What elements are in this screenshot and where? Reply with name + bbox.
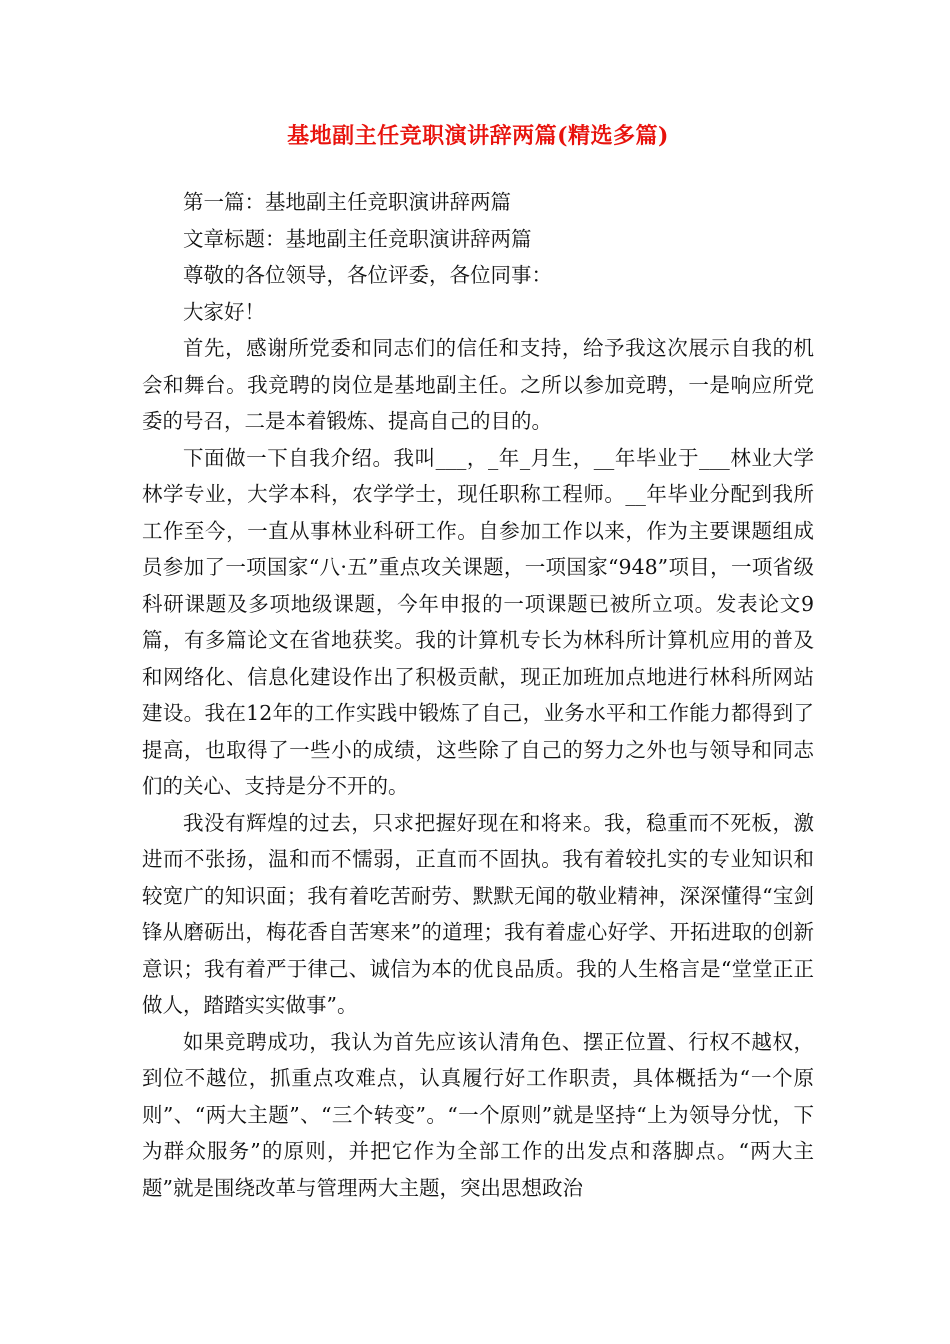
paragraph: 如果竞聘成功，我认为首先应该认清角色、摆正位置、行权不越权，到位不越位，抓重点攻难点，认真履行好工作职责，具体概括为“一个原则”、“两大主题”、“三个转变”。“一个原则”就是坚持“上为领导分忧，下为群众服务”的原则，并把它作为全部工作的出发点和落脚点。“两大主题”就是围绕改革与管理两大主题，突出思想政治 [142, 1029, 814, 1200]
paragraph: 首先，感谢所党委和同志们的信任和支持，给予我这次展示自我的机会和舞台。我竞聘的岗位是基地副主任。之所以参加竞聘，一是响应所党委的号召，二是本着锻炼、提高自己的目的。 [142, 336, 814, 433]
paragraph: 尊敬的各位领导，各位评委，各位同事： [183, 263, 552, 287]
paragraph: 下面做一下自我介绍。我叫___，_年_月生，__年毕业于___林业大学林学专业，大学本科，农学学士，现任职称工程师。__年毕业分配到我所工作至今，一直从事林业科研工作。自参加工作以来，作为主要课题组成员参加了一项国家“八·五”重点攻关课题，一项国家“948”项目，一项省级科研课题及多项地级课题，今年申报的一项课题已被所立项。发表论文9篇，有多篇论文在省地获奖。我的计算机专长为林科所计算机应用的普及和网络化、信息化建设作出了积极贡献，现正加班加点地进行林科所网站建设。我在12年的工作实践中锻炼了自己，业务水平和工作能力都得到了提高，也取得了一些小的成绩，这些除了自己的努力之外也与领导和同志们的关心、支持是分不开的。 [142, 445, 814, 798]
paragraph: 我没有辉煌的过去，只求把握好现在和将来。我，稳重而不死板，激进而不张扬，温和而不懦弱，正直而不固执。我有着较扎实的专业知识和较宽广的知识面；我有着吃苦耐劳、默默无闻的敬业精神，深深懂得“宝剑锋从磨砺出，梅花香自苦寒来”的道理；我有着虚心好学、开拓进取的创新意识；我有着严于律己、诚信为本的优良品质。我的人生格言是“堂堂正正做人，踏踏实实做事”。 [142, 810, 814, 1017]
document-title: 基地副主任竞职演讲辞两篇(精选多篇) [287, 123, 669, 149]
paragraph: 文章标题：基地副主任竞职演讲辞两篇 [183, 226, 532, 251]
paragraph: 第一篇：基地副主任竞职演讲辞两篇 [183, 190, 511, 214]
document-page [142, 118, 814, 1206]
document-body [142, 184, 814, 1206]
paragraph: 大家好！ [183, 299, 265, 324]
